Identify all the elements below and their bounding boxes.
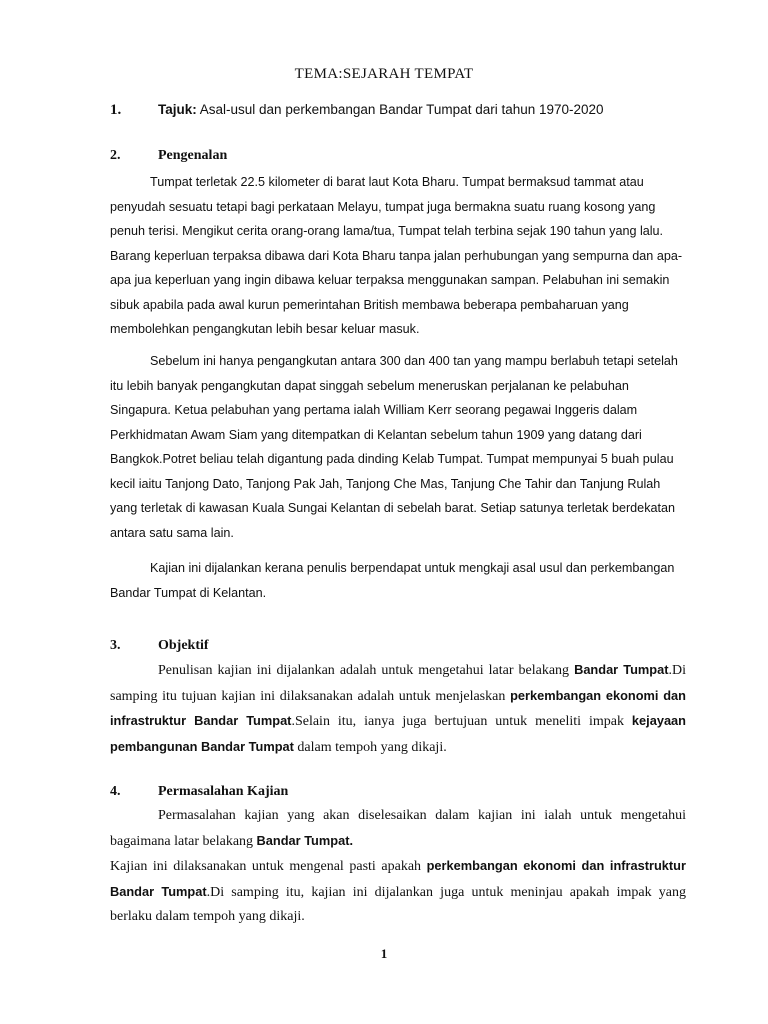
text-run: Permasalahan kajian yang akan diselesaikan dalam kajian ini ialah untuk mengetahui bagaimana latar belakang (110, 808, 686, 849)
tajuk-text: Asal-usul dan perkembangan Bandar Tumpat dari tahun 1970-2020 (196, 102, 604, 117)
page-number: 1 (380, 946, 388, 961)
section-tajuk (110, 102, 604, 119)
section-heading-pengenalan (110, 148, 227, 164)
paragraph-pengenalan-1 (110, 170, 686, 342)
document-title: TEMA:SEJARAH TEMPAT (294, 66, 474, 82)
paragraph-objektif (110, 658, 686, 760)
section-heading-text: Pengenalan (158, 148, 228, 163)
bold-run: Bandar Tumpat (574, 662, 669, 677)
paragraph-text: Sebelum ini hanya pengangkutan antara 300 dan 400 tan yang mampu berlabuh tetapi setelah itu lebih banyak pengangkutan dapat singgah sebelum meneruskan perjalanan ke pelabuhan Singapura. Ketua pelabuhan yang pertama ialah William Kerr seorang pegawai Inggeris dalam Perkhidmatan Awam Siam yang ditempatkan di Kelantan sebelum tahun 1909 yang datang dari Bangkok.Potret beliau telah digantung pada dinding Kelab Tumpat. Tumpat mempunyai 5 buah pulau kecil iaitu Tanjong Dato, Tanjong Pak Jah, Tanjong Che Mas, Tanjung Che Tahir dan Tanjung Rulah yang terletak di kawasan Kuala Sungai Kelantan di sebelah barat. Setiap satunya terletak berdekatan antara satu sama lain. (110, 354, 678, 540)
text-run: .Selain itu, ianya juga bertujuan untuk meneliti impak (291, 714, 632, 729)
bold-run: perkembangan ekonomi dan infrastruktur Bandar Tumpat (110, 687, 686, 728)
bold-run: Bandar Tumpat. (256, 832, 354, 848)
section-number: 3. (110, 638, 121, 653)
paragraph-text: Tumpat terletak 22.5 kilometer di barat laut Kota Bharu. Tumpat bermaksud tammat atau penyudah sesuatu tetapi bagi perkataan Melayu, tumpat juga bermakna suatu ruang kosong yang penuh terisi. Mengikut cerita orang-orang lama/tua, Tumpat telah terbina sejak 190 tahun yang lalu. Barang keperluan terpaksa dibawa dari Kota Bharu tanpa jalan perhubungan yang sempurna dan apa-apa jua keperluan yang ingin dibawa keluar terpaksa menggunakan sampan. Pelabuhan ini semakin sibuk apabila pada awal kurun pemerintahan British membawa beberapa pembaharuan yang membolehkan pengangkutan lebih besar keluar masuk. (110, 175, 683, 336)
section-heading-text: Permasalahan Kajian (158, 784, 289, 799)
text-run: .Di samping itu tujuan kajian ini dilaksanakan adalah untuk menjelaskan (110, 663, 687, 704)
section-number: 2. (110, 148, 121, 163)
text-run: Penulisan kajian ini dijalankan adalah untuk mengetahui latar belakang (158, 663, 575, 678)
tajuk-label: Tajuk: (158, 102, 197, 117)
section-number: 4. (110, 784, 121, 799)
text-run: Kajian ini dilaksanakan untuk mengenal pasti apakah (110, 859, 427, 874)
bold-run: perkembangan ekonomi dan infrastruktur Bandar Tumpat (110, 858, 686, 899)
text-run: .Di samping itu, kajian ini dijalankan juga untuk meninjau apakah impak yang berlaku dalam tempoh yang dikaji. (110, 884, 686, 924)
bold-run: kejayaan pembangunan Bandar Tumpat (110, 713, 686, 754)
section-heading-permasalahan (110, 784, 288, 800)
paragraph-pengenalan-2 (110, 349, 686, 545)
paragraph-pengenalan-3 (110, 556, 686, 605)
section-heading-text: Objektif (158, 638, 209, 653)
section-heading-objektif (110, 638, 209, 654)
paragraph-permasalahan (110, 804, 686, 930)
text-run: dalam tempoh yang dikaji. (293, 739, 447, 755)
section-number: 1. (110, 102, 122, 118)
paragraph-text: Kajian ini dijalankan kerana penulis berpendapat untuk mengkaji asal usul dan perkembangan Bandar Tumpat di Kelantan. (110, 561, 675, 600)
